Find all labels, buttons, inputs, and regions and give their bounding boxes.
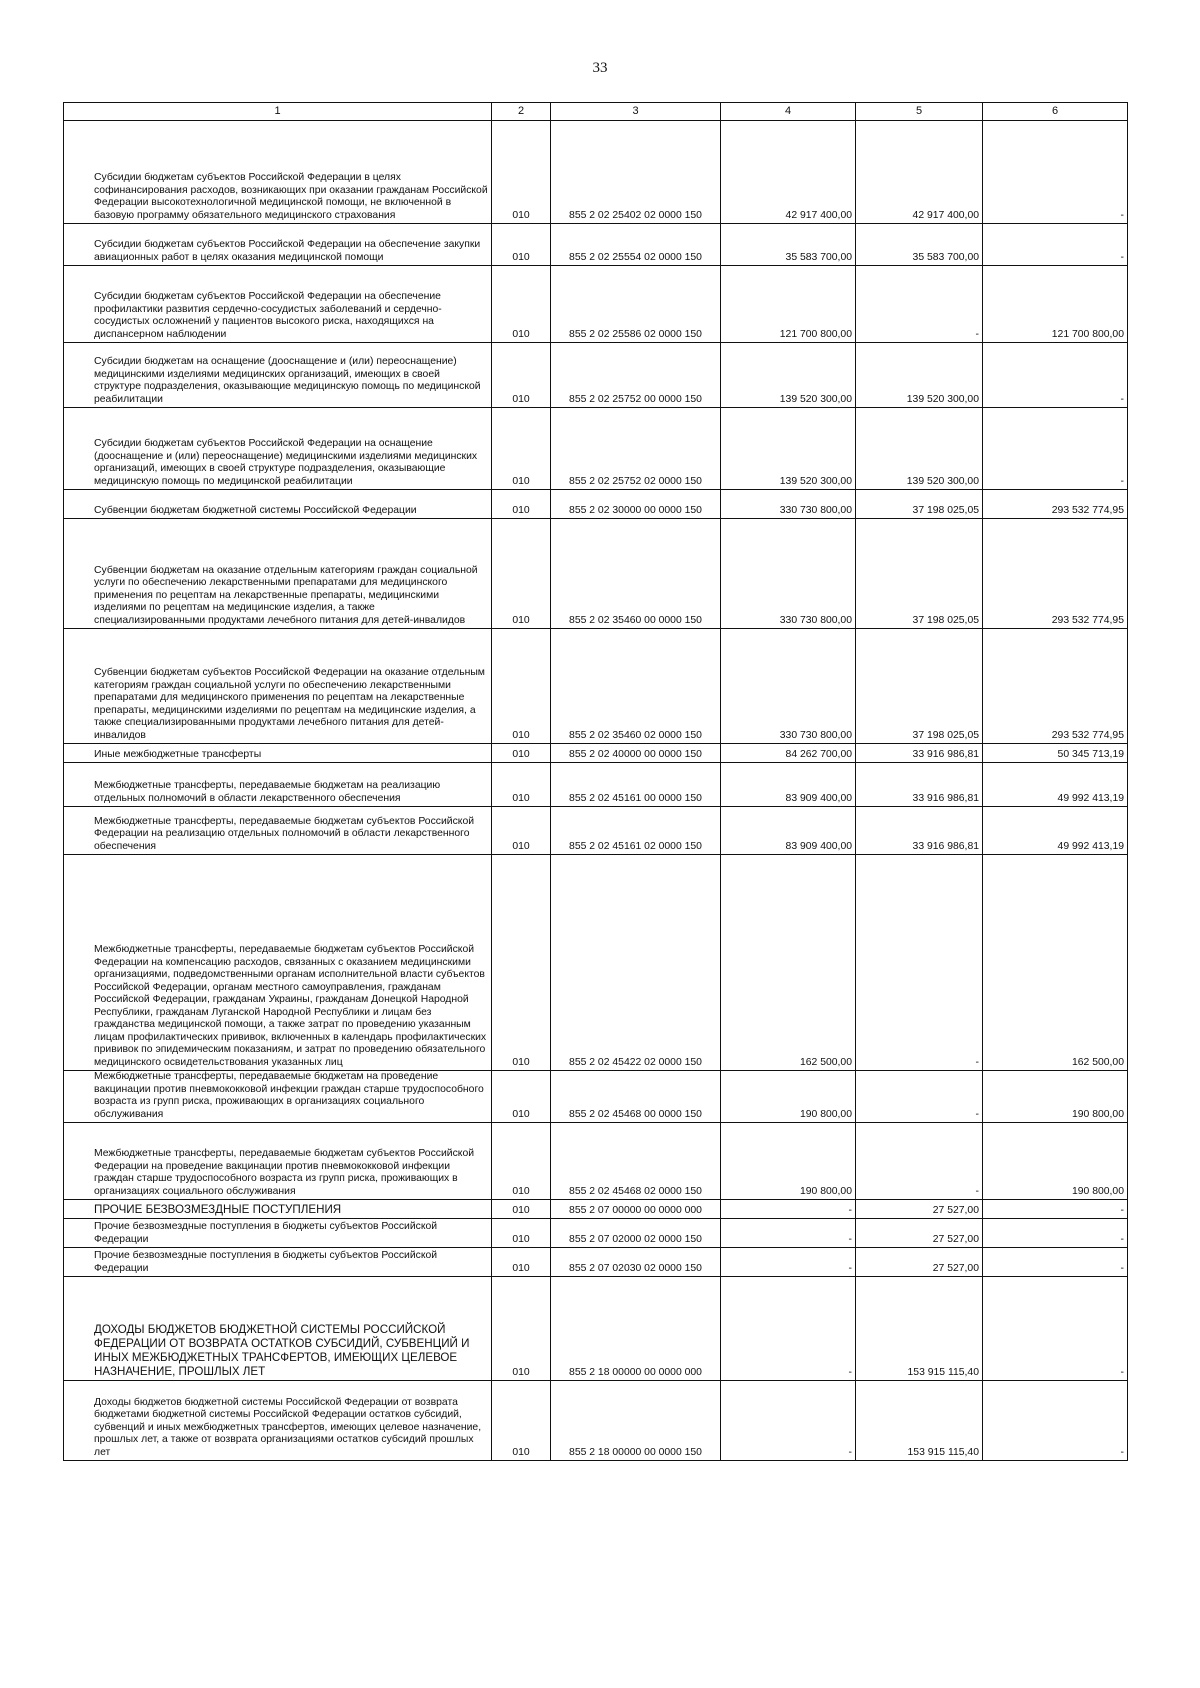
row-plan-cell: 330 730 800,00	[721, 490, 856, 519]
row-executed-cell: -	[856, 1071, 983, 1123]
row-name-cell: Межбюджетные трансферты, передаваемые бюджетам субъектов Российской Федерации на реализацию отдельных полномочий в области лекарственного обеспечения	[64, 807, 492, 855]
row-kbk-cell: 855 2 02 30000 00 0000 150	[551, 490, 721, 519]
row-kbk-cell: 855 2 02 25402 02 0000 150	[551, 121, 721, 224]
row-kbk-cell: 855 2 02 25752 00 0000 150	[551, 343, 721, 408]
row-executed-cell: -	[856, 855, 983, 1071]
table-row	[64, 1123, 1128, 1200]
row-unexecuted-cell: -	[983, 1200, 1128, 1219]
row-name-cell: Межбюджетные трансферты, передаваемые бюджетам на реализацию отдельных полномочий в области лекарственного обеспечения	[64, 763, 492, 807]
row-name-cell: Доходы бюджетов бюджетной системы Российской Федерации от возврата бюджетами бюджетной системы Российской Федерации остатков субсидий, субвенций и иных межбюджетных трансфертов, имеющих целевое назначение, прошлых лет, а также от возврата организациями остатков субсидий прошлых лет	[64, 1381, 492, 1461]
row-name-cell: Иные межбюджетные трансферты	[64, 744, 492, 763]
row-code-cell: 010	[492, 1071, 551, 1123]
row-unexecuted-cell: -	[983, 1277, 1128, 1381]
row-plan-cell: -	[721, 1200, 856, 1219]
row-plan-cell: 190 800,00	[721, 1071, 856, 1123]
row-unexecuted-cell: -	[983, 1219, 1128, 1248]
table-row	[64, 490, 1128, 519]
row-code-cell: 010	[492, 224, 551, 266]
table-row	[64, 744, 1128, 763]
row-kbk-cell: 855 2 02 45468 00 0000 150	[551, 1071, 721, 1123]
row-executed-cell: 153 915 115,40	[856, 1381, 983, 1461]
row-kbk-cell: 855 2 18 00000 00 0000 000	[551, 1277, 721, 1381]
row-kbk-cell: 855 2 02 45161 02 0000 150	[551, 807, 721, 855]
row-plan-cell: 330 730 800,00	[721, 519, 856, 629]
row-unexecuted-cell: -	[983, 408, 1128, 490]
row-code-cell: 010	[492, 1123, 551, 1200]
row-code-cell: 010	[492, 1381, 551, 1461]
row-plan-cell: 83 909 400,00	[721, 763, 856, 807]
row-code-cell: 010	[492, 629, 551, 744]
table-row	[64, 1277, 1128, 1381]
row-plan-cell: 35 583 700,00	[721, 224, 856, 266]
row-name-cell: Прочие безвозмездные поступления в бюджеты субъектов Российской Федерации	[64, 1248, 492, 1277]
row-plan-cell: 330 730 800,00	[721, 629, 856, 744]
row-code-cell: 010	[492, 408, 551, 490]
row-kbk-cell: 855 2 02 25586 02 0000 150	[551, 266, 721, 343]
row-name-cell: Межбюджетные трансферты, передаваемые бюджетам субъектов Российской Федерации на компенсацию расходов, связанных с оказанием медицинскими организациями, подведомственными органам исполнительной власти субъектов Российской Федерации, органам местного самоуправления, гражданам Российской Федерации, гражданам Украины, гражданам Донецкой Народной Республики, гражданам Луганской Народной Республики и лицам без гражданства медицинской помощи, а также затрат по проведению указанным лицам профилактических прививок, включенных в календарь профилактических прививок по эпидемическим показаниям, и затрат по проведению обязательного медицинского освидетельствования указанных лиц	[64, 855, 492, 1071]
row-code-cell: 010	[492, 343, 551, 408]
row-code-cell: 010	[492, 1200, 551, 1219]
row-unexecuted-cell: 293 532 774,95	[983, 519, 1128, 629]
column-header: 2	[492, 103, 551, 121]
row-unexecuted-cell: 49 992 413,19	[983, 763, 1128, 807]
row-unexecuted-cell: -	[983, 224, 1128, 266]
table-row	[64, 408, 1128, 490]
table-row	[64, 629, 1128, 744]
row-unexecuted-cell: -	[983, 343, 1128, 408]
row-code-cell: 010	[492, 763, 551, 807]
row-unexecuted-cell: 162 500,00	[983, 855, 1128, 1071]
row-plan-cell: -	[721, 1219, 856, 1248]
row-kbk-cell: 855 2 18 00000 00 0000 150	[551, 1381, 721, 1461]
row-plan-cell: -	[721, 1381, 856, 1461]
column-header: 1	[64, 103, 492, 121]
row-code-cell: 010	[492, 807, 551, 855]
row-name-cell: Субсидии бюджетам субъектов Российской Федерации в целях софинансирования расходов, возникающих при оказании гражданам Российской Федерации высокотехнологичной медицинской помощи, не включенной в базовую программу обязательного медицинского страхования	[64, 121, 492, 224]
row-plan-cell: 42 917 400,00	[721, 121, 856, 224]
row-plan-cell: 121 700 800,00	[721, 266, 856, 343]
row-executed-cell: 35 583 700,00	[856, 224, 983, 266]
table-row	[64, 1381, 1128, 1461]
row-kbk-cell: 855 2 02 40000 00 0000 150	[551, 744, 721, 763]
row-code-cell: 010	[492, 1248, 551, 1277]
row-executed-cell: 27 527,00	[856, 1219, 983, 1248]
row-plan-cell: 162 500,00	[721, 855, 856, 1071]
row-executed-cell: 37 198 025,05	[856, 629, 983, 744]
row-code-cell: 010	[492, 1277, 551, 1381]
row-code-cell: 010	[492, 519, 551, 629]
row-executed-cell: 27 527,00	[856, 1248, 983, 1277]
row-unexecuted-cell: 190 800,00	[983, 1123, 1128, 1200]
header-row	[64, 103, 1128, 121]
row-name-cell: Субсидии бюджетам субъектов Российской Федерации на обеспечение закупки авиационных работ в целях оказания медицинской помощи	[64, 224, 492, 266]
row-executed-cell: 139 520 300,00	[856, 343, 983, 408]
table-row	[64, 519, 1128, 629]
row-executed-cell: -	[856, 1123, 983, 1200]
row-kbk-cell: 855 2 02 35460 02 0000 150	[551, 629, 721, 744]
row-executed-cell: 27 527,00	[856, 1200, 983, 1219]
row-executed-cell: 37 198 025,05	[856, 490, 983, 519]
row-code-cell: 010	[492, 266, 551, 343]
row-executed-cell: 153 915 115,40	[856, 1277, 983, 1381]
table-row	[64, 266, 1128, 343]
row-plan-cell: 190 800,00	[721, 1123, 856, 1200]
row-kbk-cell: 855 2 02 45161 00 0000 150	[551, 763, 721, 807]
row-unexecuted-cell: 121 700 800,00	[983, 266, 1128, 343]
row-name-cell: Субвенции бюджетам на оказание отдельным категориям граждан социальной услуги по обеспечению лекарственными препаратами для медицинского применения по рецептам на лекарственные препараты, медицинскими изделиями по рецептам на медицинские изделия, а также специализированными продуктами лечебного питания для детей-инвалидов	[64, 519, 492, 629]
table-row	[64, 1200, 1128, 1219]
table-row	[64, 1219, 1128, 1248]
row-unexecuted-cell: -	[983, 1248, 1128, 1277]
row-executed-cell: 139 520 300,00	[856, 408, 983, 490]
column-header: 4	[721, 103, 856, 121]
row-executed-cell: 37 198 025,05	[856, 519, 983, 629]
row-name-cell: Межбюджетные трансферты, передаваемые бюджетам субъектов Российской Федерации на проведение вакцинации против пневмококковой инфекции граждан старше трудоспособного возраста из групп риска, проживающих в организациях социального обслуживания	[64, 1123, 492, 1200]
row-kbk-cell: 855 2 02 25554 02 0000 150	[551, 224, 721, 266]
row-name-cell: Субсидии бюджетам на оснащение (дооснащение и (или) переоснащение) медицинскими изделиями медицинских организаций, имеющих в своей структуре подразделения, оказывающие медицинскую помощь по медицинской реабилитации	[64, 343, 492, 408]
row-kbk-cell: 855 2 02 45468 02 0000 150	[551, 1123, 721, 1200]
row-plan-cell: 84 262 700,00	[721, 744, 856, 763]
row-executed-cell: 33 916 986,81	[856, 807, 983, 855]
row-name-cell: ДОХОДЫ БЮДЖЕТОВ БЮДЖЕТНОЙ СИСТЕМЫ РОССИЙСКОЙ ФЕДЕРАЦИИ ОТ ВОЗВРАТА ОСТАТКОВ СУБСИДИЙ, СУБВЕНЦИЙ И ИНЫХ МЕЖБЮДЖЕТНЫХ ТРАНСФЕРТОВ, ИМЕЮЩИХ ЦЕЛЕВОЕ НАЗНАЧЕНИЕ, ПРОШЛЫХ ЛЕТ	[64, 1277, 492, 1381]
row-name-cell: Субвенции бюджетам бюджетной системы Российской Федерации	[64, 490, 492, 519]
row-kbk-cell: 855 2 02 35460 00 0000 150	[551, 519, 721, 629]
column-header: 6	[983, 103, 1128, 121]
revenue-table	[63, 102, 1128, 1461]
table-row	[64, 224, 1128, 266]
row-unexecuted-cell: 50 345 713,19	[983, 744, 1128, 763]
row-name-cell: Межбюджетные трансферты, передаваемые бюджетам на проведение вакцинации против пневмококковой инфекции граждан старше трудоспособного возраста из групп риска, проживающих в организациях социального обслуживания	[64, 1071, 492, 1123]
row-name-cell: ПРОЧИЕ БЕЗВОЗМЕЗДНЫЕ ПОСТУПЛЕНИЯ	[64, 1200, 492, 1219]
row-plan-cell: 83 909 400,00	[721, 807, 856, 855]
table-row	[64, 343, 1128, 408]
row-unexecuted-cell: -	[983, 1381, 1128, 1461]
table-row	[64, 763, 1128, 807]
table-row	[64, 1248, 1128, 1277]
row-name-cell: Субсидии бюджетам субъектов Российской Федерации на обеспечение профилактики развития сердечно-сосудистых заболеваний и сердечно-сосудистых осложнений у пациентов высокого риска, находящихся на диспансерном наблюдении	[64, 266, 492, 343]
table-row	[64, 1071, 1128, 1123]
table-row	[64, 121, 1128, 224]
row-code-cell: 010	[492, 121, 551, 224]
row-kbk-cell: 855 2 07 02000 02 0000 150	[551, 1219, 721, 1248]
row-code-cell: 010	[492, 855, 551, 1071]
row-executed-cell: 42 917 400,00	[856, 121, 983, 224]
row-unexecuted-cell: 293 532 774,95	[983, 490, 1128, 519]
row-plan-cell: -	[721, 1248, 856, 1277]
row-plan-cell: -	[721, 1277, 856, 1381]
row-plan-cell: 139 520 300,00	[721, 408, 856, 490]
table-row	[64, 855, 1128, 1071]
row-kbk-cell: 855 2 02 45422 02 0000 150	[551, 855, 721, 1071]
row-code-cell: 010	[492, 744, 551, 763]
column-header: 3	[551, 103, 721, 121]
row-code-cell: 010	[492, 490, 551, 519]
row-name-cell: Субвенции бюджетам субъектов Российской Федерации на оказание отдельным категориям граждан социальной услуги по обеспечению лекарственными препаратами для медицинского применения по рецептам на лекарственные препараты, медицинскими изделиями по рецептам на медицинские изделия, а также специализированными продуктами лечебного питания для детей-инвалидов	[64, 629, 492, 744]
row-name-cell: Прочие безвозмездные поступления в бюджеты субъектов Российской Федерации	[64, 1219, 492, 1248]
page-number: 33	[592, 60, 608, 76]
row-unexecuted-cell: 190 800,00	[983, 1071, 1128, 1123]
row-unexecuted-cell: -	[983, 121, 1128, 224]
row-name-cell: Субсидии бюджетам субъектов Российской Федерации на оснащение (дооснащение и (или) переоснащение) медицинскими изделиями медицинских организаций, имеющих в своей структуре подразделения, оказывающие медицинскую помощь по медицинской реабилитации	[64, 408, 492, 490]
row-unexecuted-cell: 293 532 774,95	[983, 629, 1128, 744]
row-executed-cell: 33 916 986,81	[856, 744, 983, 763]
row-kbk-cell: 855 2 07 02030 02 0000 150	[551, 1248, 721, 1277]
row-kbk-cell: 855 2 02 25752 02 0000 150	[551, 408, 721, 490]
column-header: 5	[856, 103, 983, 121]
row-code-cell: 010	[492, 1219, 551, 1248]
row-executed-cell: 33 916 986,81	[856, 763, 983, 807]
row-executed-cell: -	[856, 266, 983, 343]
row-kbk-cell: 855 2 07 00000 00 0000 000	[551, 1200, 721, 1219]
table-row	[64, 807, 1128, 855]
row-plan-cell: 139 520 300,00	[721, 343, 856, 408]
row-unexecuted-cell: 49 992 413,19	[983, 807, 1128, 855]
